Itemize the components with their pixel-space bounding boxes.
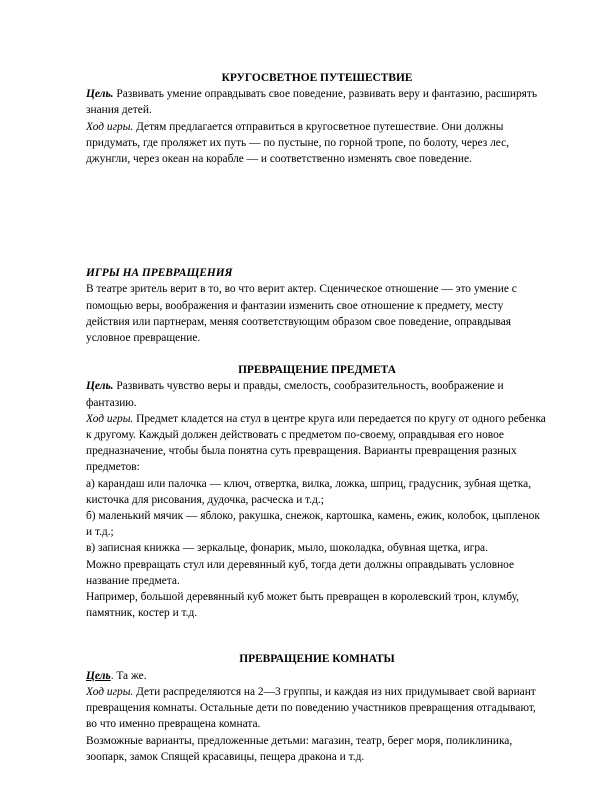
goal-label: Цель (86, 669, 111, 682)
goal-paragraph (86, 86, 548, 118)
section-title-room-transformation: ПРЕВРАЩЕНИЕ КОМНАТЫ (239, 653, 395, 666)
spacer (86, 346, 548, 362)
play-label: Ход игры. (86, 120, 134, 133)
goal-paragraph (86, 668, 548, 684)
goal-label: Цель. (86, 88, 114, 101)
goal-text: Развивать умение оправдывать свое поведение, развивать веру и фантазию, расширять знания детей. (86, 88, 538, 117)
play-text: Предмет кладется на стул в центре круга или передается по кругу от одного ребенка к другому. Каждый должен действовать с предметом по-своему, оправдывая его новое предназначение, чтобы была понятна суть превращения. Варианты превращения разных предметов: (86, 412, 546, 474)
variant-b: б) маленький мячик — яблоко, ракушка, снежок, картошка, камень, ежик, колобок, цыпленок и т.д.; (86, 510, 540, 539)
variant-a: а) карандаш или палочка — ключ, отвертка, вилка, ложка, шприц, градусник, зубная щетка, кисточка для рисования, дудочка, расческа и т.д.; (86, 477, 532, 506)
note-paragraph: Можно превращать стул или деревянный куб, тогда дети должны оправдывать условное название предмета. (86, 558, 515, 587)
goal-text: Развивать чувство веры и правды, смелость, сообразительность, воображение и фантазию. (86, 380, 504, 409)
section-title-object-transformation: ПРЕВРАЩЕНИЕ ПРЕДМЕТА (238, 364, 396, 377)
play-text: Дети распределяются на 2—3 группы, и каждая из них придумывает свой вариант превращения комнаты. Остальные дети по поведению участников превращения отгадывают, во что именно превращена комната. (86, 685, 536, 731)
section-title-transformation-games: ИГРЫ НА ПРЕВРАЩЕНИЯ (86, 267, 233, 280)
variants-paragraph: Возможные варианты, предложенные детьми: магазин, театр, берег моря, поликлиника, зоопарк, замок Спящей красавицы, пещера дракона и т.д. (86, 734, 513, 763)
play-label: Ход игры. (86, 685, 134, 698)
play-paragraph (86, 119, 548, 168)
play-paragraph (86, 684, 548, 733)
example-paragraph: Например, большой деревянный куб может быть превращен в королевский трон, клумбу, памятник, костер и т.д. (86, 591, 519, 620)
spacer (86, 621, 548, 651)
intro-paragraph: В театре зритель верит в то, во что верит актер. Сценическое отношение — это умение с помощью веры, воображения и фантазии изменить свое отношение к предмету, месту действия или партнерам, меняя соответствующим образом свое поведение, оправдывая условное превращение. (86, 283, 517, 345)
play-paragraph (86, 411, 548, 476)
section-title-round-the-world: КРУГОСВЕТНОЕ ПУТЕШЕСТВИЕ (221, 72, 413, 84)
goal-label: Цель. (86, 380, 114, 393)
goal-paragraph (86, 378, 548, 410)
document-page (86, 70, 548, 765)
goal-text: . Та же. (110, 669, 147, 682)
play-text: Детям предлагается отправиться в кругосветное путешествие. Они должны придумать, где проляжет их путь — по пустыне, по горной тропе, по болоту, через лес, джунгли, через океан на корабле — и соответственно изменять свое поведение. (86, 120, 510, 166)
variant-c: в) записная книжка — зеркальце, фонарик, мыло, шоколадка, обувная щетка, игра. (86, 542, 488, 555)
play-label: Ход игры. (86, 412, 134, 425)
spacer (86, 167, 548, 265)
